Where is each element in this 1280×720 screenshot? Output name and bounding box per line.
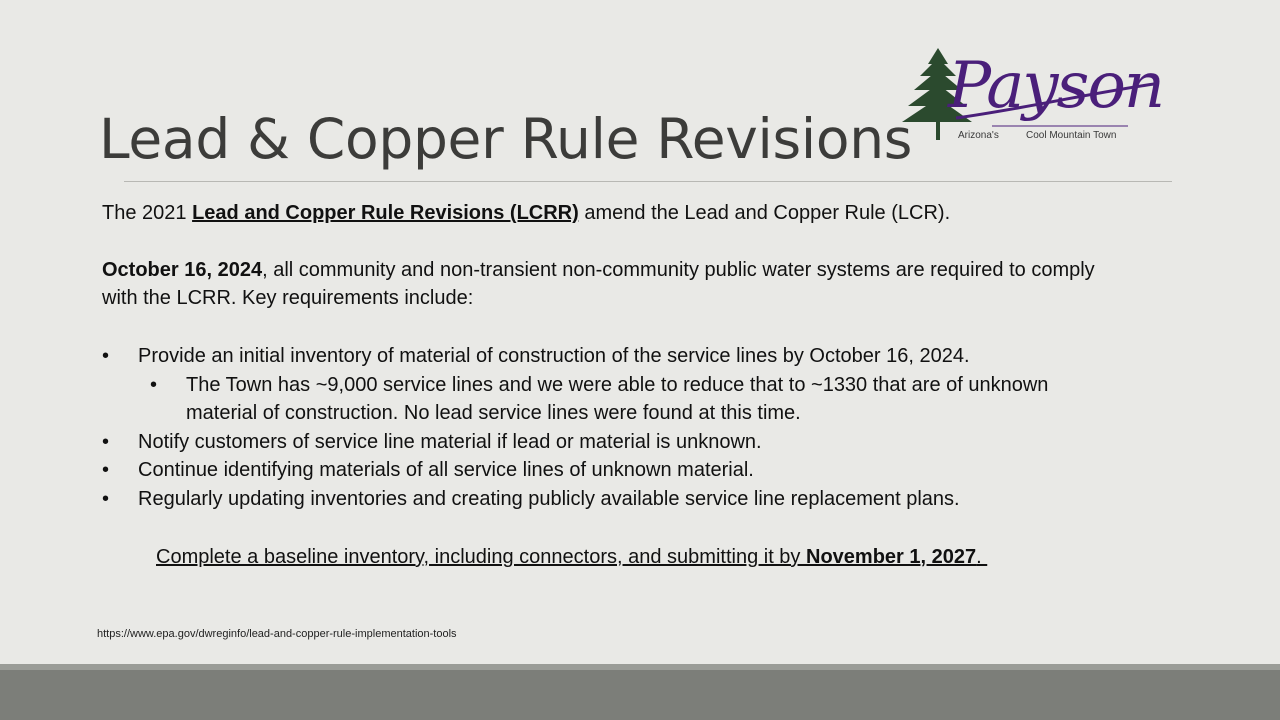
list-item-text: Continue identifying materials of all service lines of unknown material.	[138, 459, 754, 482]
lcrr-link[interactable]: Lead and Copper Rule Revisions (LCRR)	[192, 202, 579, 224]
list-item-text: Regularly updating inventories and creating publicly available service line replacement plans.	[138, 487, 960, 510]
source-url[interactable]: https://www.epa.gov/dwreginfo/lead-and-copper-rule-implementation-tools	[97, 628, 457, 640]
closing-date: November 1, 2027	[806, 546, 977, 568]
bullet-dot: •	[102, 345, 110, 367]
requirements-list	[102, 342, 1102, 514]
intro-prefix: The 2021	[102, 202, 193, 224]
payson-logo	[896, 44, 1164, 148]
closing-prefix: Complete a baseline inventory, including connectors, and submitting it by	[156, 546, 806, 568]
bottom-bar	[0, 664, 1280, 720]
list-item-text: Provide an initial inventory of material of construction of the service lines by October 16, 2024.	[138, 345, 970, 367]
sub-list-item	[102, 371, 1102, 428]
deadline-text: , all community and non-transient non-community public water systems are required to comply with the LCRR. Key requirements include:	[102, 259, 1095, 309]
bullet-dot: •	[150, 373, 158, 396]
list-item	[102, 428, 1102, 457]
logo-wordmark: Payson	[948, 49, 1164, 123]
logo-tagline-left: Arizona's	[958, 130, 999, 141]
bullet-dot: •	[102, 459, 110, 482]
title-divider	[124, 181, 1172, 182]
intro-suffix: amend the Lead and Copper Rule (LCR).	[578, 202, 951, 224]
deadline-date: October 16, 2024	[102, 259, 263, 281]
list-item-text: The Town has ~9,000 service lines and we were able to reduce that to ~1330 that are of unknown material of construction. No lead service lines were found at this time.	[186, 373, 1049, 425]
list-item-text: Notify customers of service line material if lead or material is unknown.	[138, 430, 762, 453]
intro-paragraph	[102, 199, 950, 227]
list-item	[102, 456, 1102, 485]
closing-suffix: .	[976, 546, 988, 568]
logo-tagline-right: Cool Mountain Town	[1026, 130, 1117, 141]
bullet-dot: •	[102, 430, 110, 453]
bottom-bar-highlight	[0, 664, 1280, 670]
list-item	[102, 485, 1102, 514]
deadline-paragraph	[102, 256, 1112, 312]
slide-title: Lead & Copper Rule Revisions	[99, 107, 913, 171]
list-item	[102, 342, 1102, 371]
bullet-dot: •	[102, 487, 110, 510]
closing-statement	[156, 543, 987, 571]
